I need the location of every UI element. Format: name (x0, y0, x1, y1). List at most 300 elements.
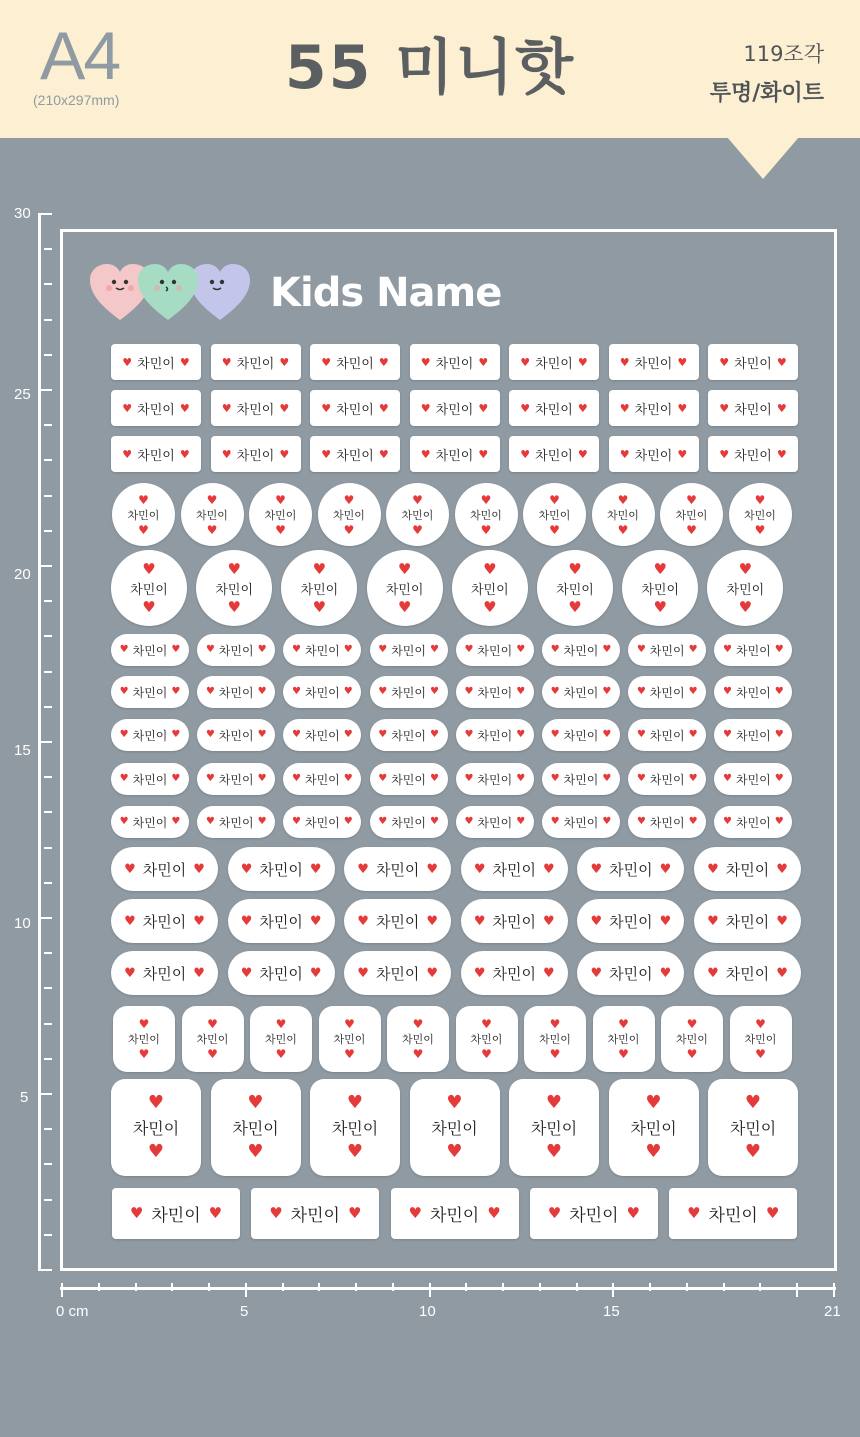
heart-icon: ♥ (550, 773, 560, 784)
sticker-name-text: 차민이 (744, 1033, 777, 1046)
heart-icon: ♥ (478, 447, 489, 461)
name-sticker (729, 483, 792, 546)
heart-icon: ♥ (719, 355, 730, 369)
heart-icon: ♥ (480, 492, 492, 507)
sticker-name-text: 차민이 (142, 964, 187, 983)
heart-icon: ♥ (550, 644, 560, 655)
name-sticker (370, 763, 448, 795)
heart-icon: ♥ (378, 729, 388, 740)
heart-icon: ♥ (147, 1092, 165, 1113)
vertical-ruler-tick (44, 952, 52, 954)
heart-icon: ♥ (738, 597, 753, 616)
sticker-name-text: 차민이 (649, 772, 685, 787)
name-sticker (249, 483, 312, 546)
name-sticker (456, 634, 534, 666)
sticker-name-text: 차민이 (609, 860, 653, 879)
sticker-name-text: 차민이 (734, 402, 772, 418)
name-sticker (577, 847, 684, 891)
heart-icon: ♥ (659, 913, 672, 929)
heart-icon: ♥ (520, 401, 531, 415)
heart-icon: ♥ (776, 965, 788, 981)
sticker-name-text: 차민이 (725, 964, 770, 983)
heart-icon: ♥ (723, 816, 732, 827)
heart-icon: ♥ (686, 522, 697, 537)
heart-icon: ♥ (687, 1204, 701, 1222)
heart-icon: ♥ (205, 686, 215, 697)
name-sticker (310, 390, 400, 426)
heart-icon: ♥ (686, 492, 697, 507)
name-sticker (111, 436, 201, 472)
name-sticker (577, 951, 684, 995)
heart-icon: ♥ (774, 686, 784, 697)
sticker-name-text: 차민이 (563, 685, 599, 700)
paper-size-dimensions: (210x297mm) (33, 92, 120, 108)
name-sticker (628, 763, 706, 795)
heart-icon: ♥ (119, 773, 129, 784)
heart-icon: ♥ (179, 447, 190, 461)
heart-icon: ♥ (321, 401, 332, 415)
heart-icon: ♥ (755, 1017, 766, 1031)
name-sticker (344, 847, 451, 891)
horizontal-ruler-tick (612, 1283, 614, 1297)
heart-icon: ♥ (292, 729, 301, 740)
heart-icon: ♥ (723, 729, 732, 740)
name-sticker (370, 676, 448, 708)
vertical-ruler-tick (44, 671, 52, 673)
name-sticker (730, 1006, 792, 1072)
sticker-name-text: 차민이 (609, 964, 653, 983)
heart-icon: ♥ (464, 816, 474, 827)
sticker-name-text: 차민이 (470, 582, 509, 598)
heart-icon: ♥ (412, 492, 423, 507)
name-sticker (211, 436, 301, 472)
heart-icon: ♥ (378, 447, 389, 461)
sticker-name-text: 차민이 (634, 448, 673, 464)
sticker-name-text: 차민이 (336, 356, 374, 372)
heart-icon: ♥ (321, 447, 332, 461)
name-sticker (530, 1188, 658, 1239)
heart-icon: ♥ (227, 597, 241, 616)
sticker-name-text: 차민이 (401, 508, 434, 522)
heart-icon: ♥ (636, 644, 646, 655)
vertical-ruler-tick (44, 1058, 52, 1060)
name-sticker (707, 550, 783, 626)
horizontal-ruler-tick (355, 1283, 357, 1291)
heart-icon: ♥ (645, 1092, 662, 1113)
banner-pointer-icon (727, 137, 799, 179)
heart-icon: ♥ (122, 401, 133, 415)
name-sticker (708, 344, 798, 380)
heart-icon: ♥ (602, 644, 612, 655)
heart-icon: ♥ (577, 401, 588, 415)
name-sticker (509, 1079, 599, 1176)
horizontal-ruler-tick (723, 1283, 725, 1291)
name-sticker (197, 676, 275, 708)
material-variant: 투명/화이트 (709, 81, 824, 106)
sticker-name-text: 차민이 (132, 1119, 180, 1138)
sticker-name-text: 차민이 (607, 1033, 640, 1046)
heart-icon: ♥ (429, 729, 439, 740)
name-sticker (111, 1079, 201, 1176)
vertical-ruler-label: 25 (14, 386, 31, 403)
name-sticker (455, 483, 518, 546)
heart-icon: ♥ (617, 492, 629, 507)
sticker-name-text: 차민이 (391, 772, 426, 787)
horizontal-ruler-tick (98, 1283, 100, 1291)
sticker-name-text: 차민이 (196, 1033, 229, 1046)
heart-icon: ♥ (119, 644, 129, 655)
heart-icon: ♥ (378, 401, 389, 415)
heart-icon: ♥ (205, 729, 215, 740)
name-sticker (461, 899, 568, 943)
heart-icon: ♥ (545, 1141, 563, 1162)
heart-icon: ♥ (765, 1204, 780, 1222)
name-sticker (592, 483, 655, 546)
name-sticker (370, 634, 448, 666)
sticker-name-text: 차민이 (563, 728, 599, 743)
heart-icon: ♥ (257, 729, 267, 740)
sticker-name-text: 차민이 (492, 860, 537, 879)
heart-icon: ♥ (707, 965, 719, 981)
vertical-ruler-label: 30 (14, 205, 31, 222)
heart-icon: ♥ (568, 597, 582, 616)
horizontal-ruler-tick (429, 1283, 431, 1297)
vertical-ruler-tick (44, 776, 52, 778)
heart-icon: ♥ (545, 1092, 563, 1113)
sticker-name-text: 차민이 (218, 728, 254, 743)
heart-icon: ♥ (590, 861, 603, 877)
heart-icon: ♥ (659, 965, 672, 981)
heart-icon: ♥ (397, 559, 412, 578)
heart-icon: ♥ (206, 522, 218, 537)
name-sticker (542, 676, 620, 708)
name-sticker (370, 719, 448, 751)
sticker-name-text: 차민이 (477, 772, 513, 787)
heart-icon: ♥ (645, 1141, 662, 1162)
heart-icon: ♥ (426, 861, 439, 877)
heart-icon: ♥ (275, 492, 286, 507)
heart-icon: ♥ (480, 522, 492, 537)
heart-icon: ♥ (193, 861, 205, 877)
sticker-name-text: 차민이 (492, 912, 537, 931)
sticker-name-text: 차민이 (196, 508, 228, 522)
name-sticker (660, 483, 723, 546)
heart-icon: ♥ (774, 644, 784, 655)
sticker-name-text: 차민이 (132, 728, 168, 743)
heart-icon: ♥ (776, 447, 787, 461)
heart-icon: ♥ (207, 1017, 218, 1031)
sticker-name-text: 차민이 (375, 912, 420, 931)
vertical-ruler-tick (44, 495, 52, 497)
vertical-ruler-tick (44, 1023, 52, 1025)
sticker-name-text: 차민이 (336, 402, 374, 418)
sticker-name-text: 차민이 (675, 508, 708, 522)
horizontal-ruler-tick (539, 1283, 541, 1291)
sticker-name-text: 차민이 (218, 643, 254, 658)
heart-icon: ♥ (602, 686, 612, 697)
name-sticker (669, 1188, 797, 1239)
heart-icon: ♥ (171, 816, 181, 827)
name-sticker (628, 806, 706, 838)
heart-icon: ♥ (408, 1204, 422, 1222)
heart-icon: ♥ (279, 355, 290, 369)
sticker-name-text: 차민이 (265, 1033, 297, 1046)
heart-icon: ♥ (776, 861, 788, 877)
name-sticker (609, 436, 699, 472)
heart-icon: ♥ (292, 686, 301, 697)
vertical-ruler-tick (44, 987, 52, 989)
sticker-name-text: 차민이 (431, 1119, 478, 1138)
sticker-name-text: 차민이 (649, 685, 685, 700)
heart-icon: ♥ (516, 729, 526, 740)
name-sticker (714, 763, 792, 795)
heart-icon: ♥ (420, 355, 431, 369)
horizontal-ruler-tick (245, 1283, 247, 1297)
heart-icon: ♥ (207, 1047, 218, 1061)
heart-icon: ♥ (420, 447, 431, 461)
heart-icon: ♥ (619, 401, 630, 415)
name-sticker (318, 483, 381, 546)
heart-icon: ♥ (636, 773, 646, 784)
horizontal-ruler-tick (686, 1283, 688, 1291)
sticker-name-text: 차민이 (563, 815, 599, 830)
name-sticker (456, 719, 534, 751)
heart-icon: ♥ (464, 686, 474, 697)
heart-icon: ♥ (275, 522, 286, 537)
sticker-name-text: 차민이 (477, 815, 513, 830)
heart-icon: ♥ (636, 729, 646, 740)
sticker-name-text: 차민이 (333, 1033, 366, 1046)
vertical-ruler-tick (44, 283, 52, 285)
sticker-name-text: 차민이 (725, 860, 770, 879)
heart-icon: ♥ (738, 559, 753, 578)
heart-icon: ♥ (279, 401, 290, 415)
sticker-name-text: 차민이 (132, 643, 168, 658)
heart-icon: ♥ (240, 861, 253, 877)
heart-icon: ♥ (378, 355, 389, 369)
heart-icon: ♥ (516, 686, 526, 697)
heart-icon: ♥ (473, 861, 486, 877)
heart-icon: ♥ (343, 773, 353, 784)
sticker-name-text: 차민이 (634, 402, 673, 418)
name-sticker (211, 390, 301, 426)
name-sticker (708, 436, 798, 472)
heart-icon: ♥ (549, 522, 560, 537)
sticker-name-text: 차민이 (725, 912, 770, 931)
horizontal-ruler-tick (465, 1283, 467, 1291)
name-sticker (111, 344, 201, 380)
heart-icon: ♥ (221, 401, 232, 415)
heart-icon: ♥ (221, 447, 232, 461)
name-sticker (283, 763, 361, 795)
heart-icon: ♥ (171, 773, 181, 784)
heart-icon: ♥ (446, 1092, 463, 1113)
sticker-name-text: 차민이 (734, 448, 772, 464)
heart-icon: ♥ (138, 492, 149, 507)
name-sticker (283, 806, 361, 838)
sticker-name-text: 차민이 (563, 643, 599, 658)
sticker-name-text: 차민이 (649, 728, 685, 743)
heart-icon: ♥ (774, 773, 784, 784)
name-sticker (111, 390, 201, 426)
heart-icon: ♥ (119, 816, 129, 827)
sticker-name-text: 차민이 (736, 643, 771, 658)
horizontal-ruler-tick (282, 1283, 284, 1291)
heart-icon: ♥ (309, 861, 322, 877)
sticker-name-text: 차민이 (676, 1033, 708, 1046)
sticker-name-text: 차민이 (305, 728, 340, 743)
heart-icon: ♥ (617, 522, 629, 537)
heart-icon: ♥ (205, 644, 215, 655)
sticker-name-text: 차민이 (607, 508, 639, 522)
name-sticker (111, 899, 218, 943)
name-sticker (410, 1079, 500, 1176)
name-sticker (694, 951, 801, 995)
heart-icon: ♥ (429, 816, 439, 827)
horizontal-ruler-tick (833, 1283, 835, 1297)
sticker-name-text: 차민이 (132, 685, 168, 700)
name-sticker (456, 763, 534, 795)
heart-icon: ♥ (483, 559, 497, 578)
sticker-name-text: 차민이 (132, 815, 168, 830)
heart-icon: ♥ (478, 401, 489, 415)
vertical-ruler-label: 5 (20, 1089, 29, 1106)
name-sticker (391, 1188, 519, 1239)
heart-icon: ♥ (279, 447, 290, 461)
name-sticker (452, 550, 528, 626)
heart-icon: ♥ (550, 816, 560, 827)
name-sticker (228, 847, 335, 891)
heart-icon: ♥ (412, 1047, 424, 1061)
vertical-ruler-tick (44, 706, 52, 708)
vertical-ruler-tick (44, 1234, 52, 1236)
name-sticker (410, 390, 500, 426)
sticker-name-text: 차민이 (232, 1119, 279, 1138)
heart-icon: ♥ (343, 816, 353, 827)
heart-icon: ♥ (543, 913, 555, 929)
heart-icon: ♥ (602, 773, 612, 784)
heart-icon: ♥ (618, 1047, 629, 1061)
heart-icon: ♥ (119, 686, 129, 697)
name-sticker (593, 1006, 655, 1072)
heart-icon: ♥ (147, 1141, 165, 1162)
heart-icon: ♥ (446, 1141, 463, 1162)
name-sticker (283, 634, 361, 666)
heart-icon: ♥ (124, 965, 136, 981)
vertical-ruler-tick (38, 1269, 52, 1271)
vertical-ruler-label: 20 (14, 566, 31, 583)
sticker-name-text: 차민이 (435, 402, 474, 418)
heart-icon: ♥ (240, 913, 253, 929)
heart-icon: ♥ (602, 729, 612, 740)
heart-icon: ♥ (619, 355, 630, 369)
heart-icon: ♥ (618, 1017, 629, 1031)
sticker-name-text: 차민이 (142, 912, 187, 931)
sticker-name-text: 차민이 (563, 772, 599, 787)
name-sticker (509, 390, 599, 426)
heart-icon: ♥ (426, 913, 439, 929)
horizontal-ruler-tick (796, 1283, 798, 1297)
vertical-ruler-label: 10 (14, 915, 31, 932)
sticker-name-text: 차민이 (630, 1119, 677, 1138)
vertical-ruler-tick (44, 811, 52, 813)
name-sticker (111, 763, 189, 795)
sticker-name-text: 차민이 (218, 685, 254, 700)
heart-icon: ♥ (754, 522, 766, 537)
horizontal-ruler-label: 21 (824, 1303, 841, 1320)
name-sticker (714, 806, 792, 838)
sticker-name-text: 차민이 (736, 815, 771, 830)
name-sticker (112, 483, 175, 546)
name-sticker (509, 436, 599, 472)
heart-icon: ♥ (464, 773, 474, 784)
sticker-name-text: 차민이 (569, 1206, 619, 1226)
heart-icon: ♥ (677, 355, 688, 369)
heart-icon: ♥ (412, 522, 423, 537)
name-sticker (609, 344, 699, 380)
kids-name-logo: Kids Name (270, 270, 502, 316)
sticker-name-text: 차민이 (734, 356, 772, 372)
name-sticker (111, 676, 189, 708)
name-sticker (456, 1006, 518, 1072)
heart-icon: ♥ (309, 913, 322, 929)
sticker-name-text: 차민이 (708, 1206, 758, 1226)
heart-icon: ♥ (208, 1204, 223, 1222)
heart-icon: ♥ (343, 729, 353, 740)
name-sticker (196, 550, 272, 626)
sticker-name-text: 차민이 (259, 912, 303, 931)
sticker-name-text: 차민이 (130, 582, 168, 598)
heart-icon: ♥ (549, 1047, 561, 1061)
header-banner (0, 0, 860, 138)
horizontal-ruler-label: 0 cm (56, 1303, 89, 1320)
sticker-name-text: 차민이 (336, 448, 374, 464)
name-sticker (542, 806, 620, 838)
heart-icon: ♥ (122, 355, 133, 369)
horizontal-ruler-tick (208, 1283, 210, 1291)
heart-icon: ♥ (568, 559, 582, 578)
heart-icon: ♥ (473, 913, 486, 929)
heart-icon: ♥ (344, 1047, 355, 1061)
heart-icon: ♥ (688, 816, 698, 827)
heart-icon: ♥ (193, 913, 205, 929)
heart-icon: ♥ (754, 492, 766, 507)
heart-icon: ♥ (312, 559, 327, 578)
heart-icon: ♥ (275, 1017, 287, 1031)
heart-icon: ♥ (677, 401, 688, 415)
heart-icon: ♥ (478, 355, 489, 369)
heart-icon: ♥ (227, 559, 241, 578)
heart-icon: ♥ (723, 686, 732, 697)
heart-icon: ♥ (119, 729, 129, 740)
name-sticker (111, 847, 218, 891)
heart-icon: ♥ (429, 773, 439, 784)
heart-icon: ♥ (193, 965, 205, 981)
name-sticker (111, 634, 189, 666)
sticker-name-text: 차민이 (305, 815, 340, 830)
heart-icon: ♥ (138, 1017, 150, 1031)
name-sticker (281, 550, 357, 626)
heart-icon: ♥ (550, 729, 560, 740)
heart-icon: ♥ (543, 965, 555, 981)
name-sticker (251, 1188, 379, 1239)
heart-icon: ♥ (688, 644, 698, 655)
heart-icon: ♥ (343, 686, 353, 697)
heart-icon: ♥ (397, 597, 412, 616)
piece-count: 119조각 (743, 42, 824, 66)
name-sticker (708, 1079, 798, 1176)
horizontal-ruler-label: 15 (603, 1303, 620, 1320)
